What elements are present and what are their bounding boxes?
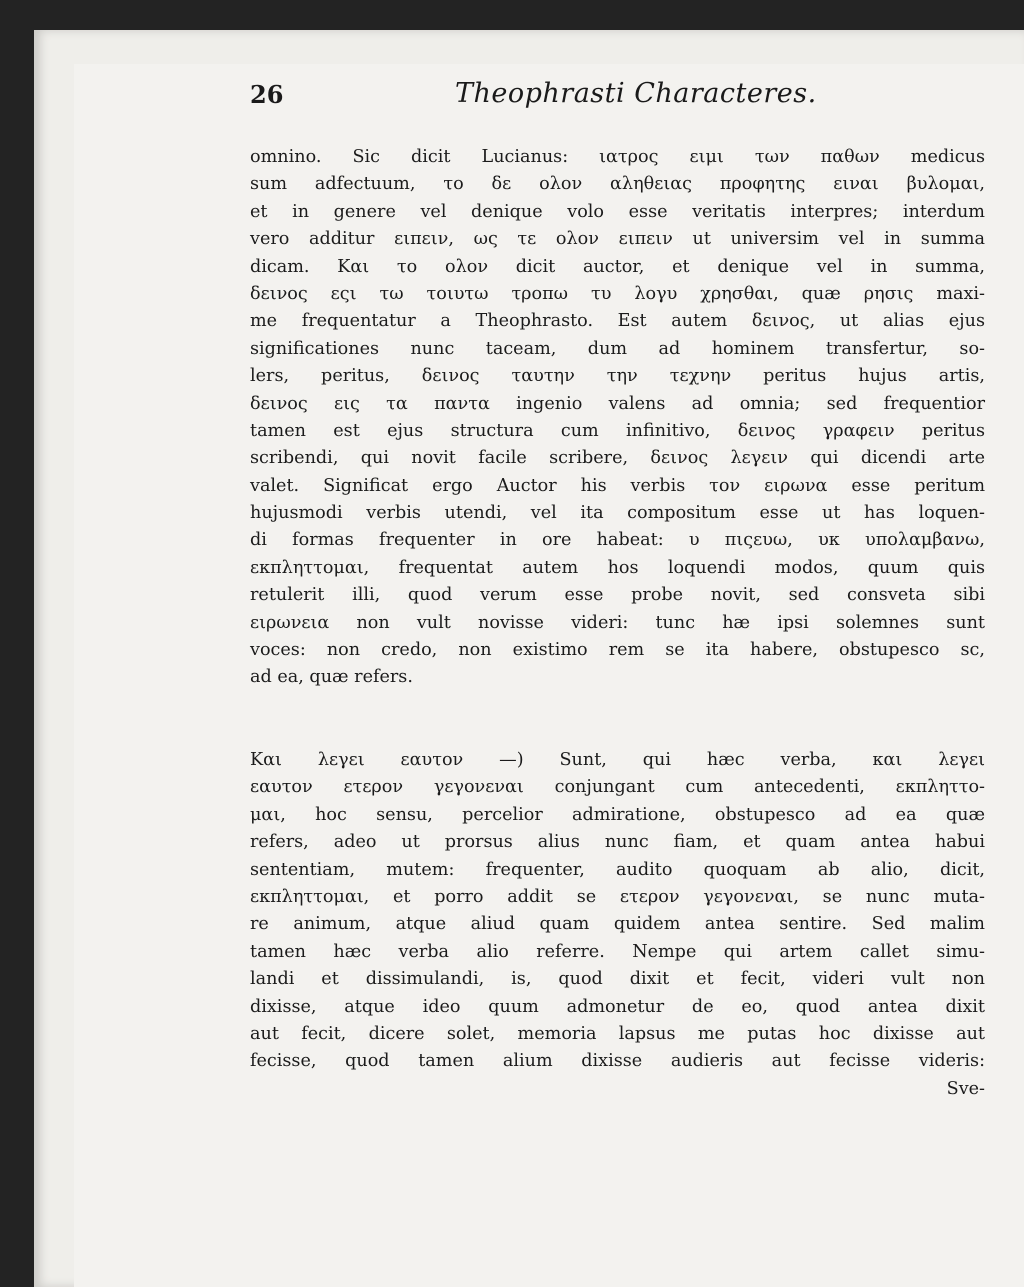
paragraph-commentary-1 — [250, 144, 985, 692]
text-line: et in genere vel denique volo esse veritatis interpres; interdum — [250, 201, 985, 222]
text-line: μαι, hoc sensu, percelior admiratione, obstupesco ad ea quæ — [250, 804, 985, 825]
text-line: εκπληττομαι, et porro addit se ετερον γεγονεναι, se nunc muta- — [250, 886, 985, 907]
text-line: significationes nunc taceam, dum ad hominem transfertur, so- — [250, 338, 985, 359]
text-line: lers, peritus, δεινος ταυτην την τεχνην peritus hujus artis, — [250, 366, 985, 387]
text-line: ad ea, quæ refers. — [250, 667, 413, 688]
page-number: 26 — [250, 80, 284, 109]
text-line: aut fecit, dicere solet, memoria lapsus me putas hoc dixisse aut — [250, 1023, 985, 1044]
text-line: me frequentatur a Theophrasto. Est autem δεινος, ut alias ejus — [250, 311, 985, 332]
text-line: tamen hæc verba alio referre. Nempe qui artem callet simu- — [250, 941, 985, 962]
text-line: di formas frequenter in ore habeat: υ πιςευω, υκ υπολαμβανω, — [250, 530, 985, 551]
text-line: scribendi, qui novit facile scribere, δεινος λεγειν qui dicendi arte — [250, 448, 985, 469]
running-title: Theophrasti Characteres. — [455, 78, 817, 109]
page-header — [250, 80, 990, 120]
text-line: εαυτον ετερον γεγονεναι conjungant cum antecedenti, εκπληττο- — [250, 777, 985, 798]
text-line: δεινος εςι τω τοιυτω τροπω τυ λογυ χρησθαι, quæ ρησις maxi- — [250, 283, 985, 304]
text-line: tamen est ejus structura cum infinitivo, δεινος γραφειν peritus — [250, 420, 985, 441]
text-line: dicam. Και το ολον dicit auctor, et denique vel in summa, — [250, 256, 985, 277]
catchword: Sve- — [946, 1078, 985, 1099]
text-line: retulerit illi, quod verum esse probe novit, sed consveta sibi — [250, 585, 985, 606]
text-line: sententiam, mutem: frequenter, audito quoquam ab alio, dicit, — [250, 859, 985, 880]
text-line: dixisse, atque ideo quum admonetur de eo, quod antea dixit — [250, 996, 985, 1017]
text-line: refers, adeo ut prorsus alius nunc fiam, et quam antea habui — [250, 832, 985, 853]
text-line: hujusmodi verbis utendi, vel ita compositum esse ut has loquen- — [250, 503, 985, 524]
text-line: δεινος εις τα παντα ingenio valens ad omnia; sed frequentior — [250, 393, 985, 414]
text-line: εκπληττομαι, frequentat autem hos loquendi modos, quum quis — [250, 557, 985, 578]
text-line: fecisse, quod tamen alium dixisse audieris aut fecisse videris: — [250, 1051, 985, 1072]
text-line: ειρωνεια non vult novisse videri: tunc hæ ipsi solemnes sunt — [250, 612, 985, 633]
text-line: Και λεγει εαυτον —) Sunt, qui hæc verba, και λεγει — [250, 750, 985, 770]
text-line: re animum, atque aliud quam quidem antea sentire. Sed malim — [250, 914, 985, 935]
text-line: landi et dissimulandi, is, quod dixit et fecit, videri vult non — [250, 969, 985, 990]
text-line: omnino. Sic dicit Lucianus: ιατρος ειμι των παθων medicus — [250, 147, 985, 167]
paragraph-commentary-2 — [250, 747, 985, 1103]
text-line: vero additur ειπειν, ως τε ολον ειπειν ut universim vel in summa — [250, 229, 985, 250]
text-line: sum adfectuum, το δε ολον αληθειας προφητης ειναι βυλομαι, — [250, 174, 985, 195]
text-line: valet. Significat ergo Auctor his verbis τον ειρωνα esse peritum — [250, 475, 985, 496]
text-line: voces: non credo, non existimo rem se ita habere, obstupesco sc, — [250, 640, 985, 661]
